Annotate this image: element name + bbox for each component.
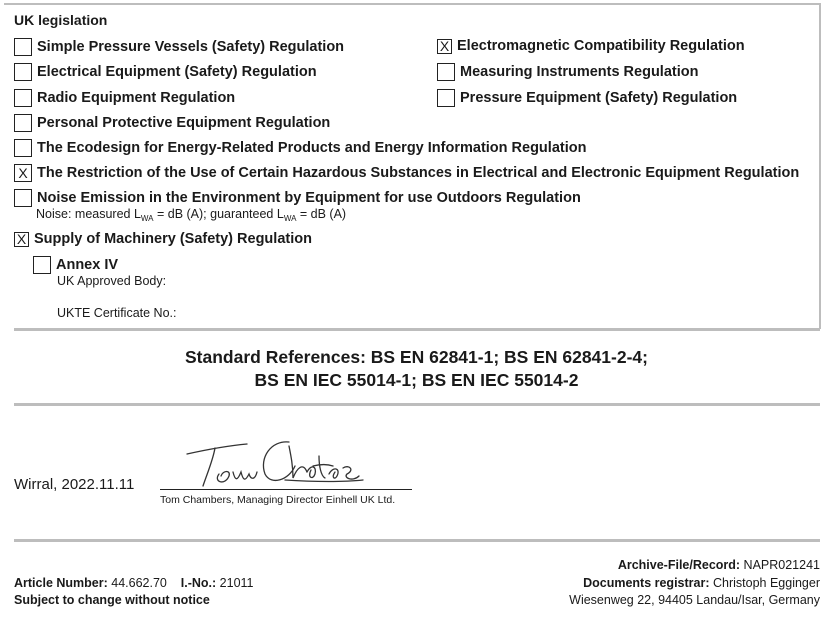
regulation-machinery <box>14 231 312 247</box>
standard-references-line2: BS EN IEC 55014-1; BS EN IEC 55014-2 <box>254 370 579 390</box>
regulation-pressure-equipment <box>437 89 737 107</box>
checkbox[interactable]: X <box>14 164 32 182</box>
regulation-rohs <box>14 164 799 182</box>
regulation-label: Electrical Equipment (Safety) Regulation <box>37 64 317 80</box>
standard-references-line1: Standard References: BS EN 62841-1; BS EN 62841-2-4; <box>185 347 648 367</box>
signature-image <box>185 436 365 492</box>
regulation-label: The Ecodesign for Energy-Related Products and Energy Information Regulation <box>37 140 587 156</box>
checkbox[interactable] <box>14 89 32 107</box>
article-value: 44.662.70 <box>107 576 167 590</box>
signatory-name: Tom Chambers, Managing Director Einhell UK Ltd. <box>160 494 396 506</box>
section-title: UK legislation <box>14 12 108 28</box>
regulation-ecodesign <box>14 139 586 157</box>
regulation-measuring-instruments <box>437 63 698 81</box>
regulation-label: Measuring Instruments Regulation <box>460 64 699 80</box>
checkbox[interactable] <box>437 63 455 81</box>
address: Wiesenweg 22, 94405 Landau/Isar, Germany <box>569 593 820 607</box>
checkbox[interactable] <box>14 139 32 157</box>
ino-label: I.-No.: <box>180 576 217 590</box>
place-date: Wirral, 2022.11.11 <box>14 476 135 493</box>
regulation-simple-pressure-vessels <box>14 38 344 56</box>
separator <box>14 539 820 542</box>
regulation-ppe <box>14 114 330 132</box>
noise-subscript-guaranteed: WA <box>283 214 297 223</box>
standard-references <box>0 346 833 392</box>
article-label: Article Number: <box>14 576 108 590</box>
archive-label: Archive-File/Record: <box>617 558 741 572</box>
annex-iv <box>33 256 118 274</box>
separator <box>14 403 820 406</box>
checkbox[interactable] <box>14 189 32 207</box>
checkbox[interactable]: X <box>14 232 29 247</box>
archive-record <box>618 558 820 572</box>
registrar-value: Christoph Egginger <box>709 576 820 590</box>
separator <box>14 328 820 331</box>
checkbox[interactable] <box>33 256 51 274</box>
regulation-label: Pressure Equipment (Safety) Regulation <box>460 90 738 106</box>
ukte-certificate: UKTE Certificate No.: <box>57 306 177 320</box>
noise-measured: Noise: measured L <box>36 207 141 221</box>
noise-subscript-measured: WA <box>140 214 154 223</box>
documents-registrar <box>583 576 820 590</box>
noise-values <box>36 207 346 223</box>
registrar-label: Documents registrar: <box>583 576 710 590</box>
regulation-emc <box>437 38 745 54</box>
regulation-label: Personal Protective Equipment Regulation <box>37 115 331 131</box>
top-border <box>4 3 820 5</box>
archive-value: NAPR021241 <box>740 558 820 572</box>
regulation-label: Radio Equipment Regulation <box>37 90 236 106</box>
regulation-noise-emission <box>14 189 581 207</box>
signature-line <box>160 489 412 490</box>
checkbox[interactable] <box>437 89 455 107</box>
checkbox[interactable] <box>14 114 32 132</box>
regulation-label: The Restriction of the Use of Certain Hazardous Substances in Electrical and Electronic Equipment Regulation <box>37 165 800 181</box>
regulation-label: Simple Pressure Vessels (Safety) Regulation <box>37 39 345 55</box>
approved-body: UK Approved Body: <box>57 274 167 288</box>
regulation-label: Supply of Machinery (Safety) Regulation <box>34 231 312 247</box>
noise-suffix: = dB (A) <box>296 207 347 221</box>
regulation-label: Noise Emission in the Environment by Equipment for use Outdoors Regulation <box>37 190 581 206</box>
checkbox[interactable] <box>14 63 32 81</box>
annex-label: Annex IV <box>56 257 119 273</box>
ino-value: 21011 <box>216 576 254 590</box>
regulation-label: Electromagnetic Compatibility Regulation <box>457 38 745 54</box>
regulation-electrical-equipment <box>14 63 317 81</box>
change-notice: Subject to change without notice <box>14 593 210 607</box>
checkbox[interactable]: X <box>437 39 452 54</box>
noise-mid: = dB (A); guaranteed L <box>153 207 284 221</box>
article-info <box>14 576 254 590</box>
right-border <box>819 3 821 329</box>
regulation-radio-equipment <box>14 89 235 107</box>
checkbox[interactable] <box>14 38 32 56</box>
